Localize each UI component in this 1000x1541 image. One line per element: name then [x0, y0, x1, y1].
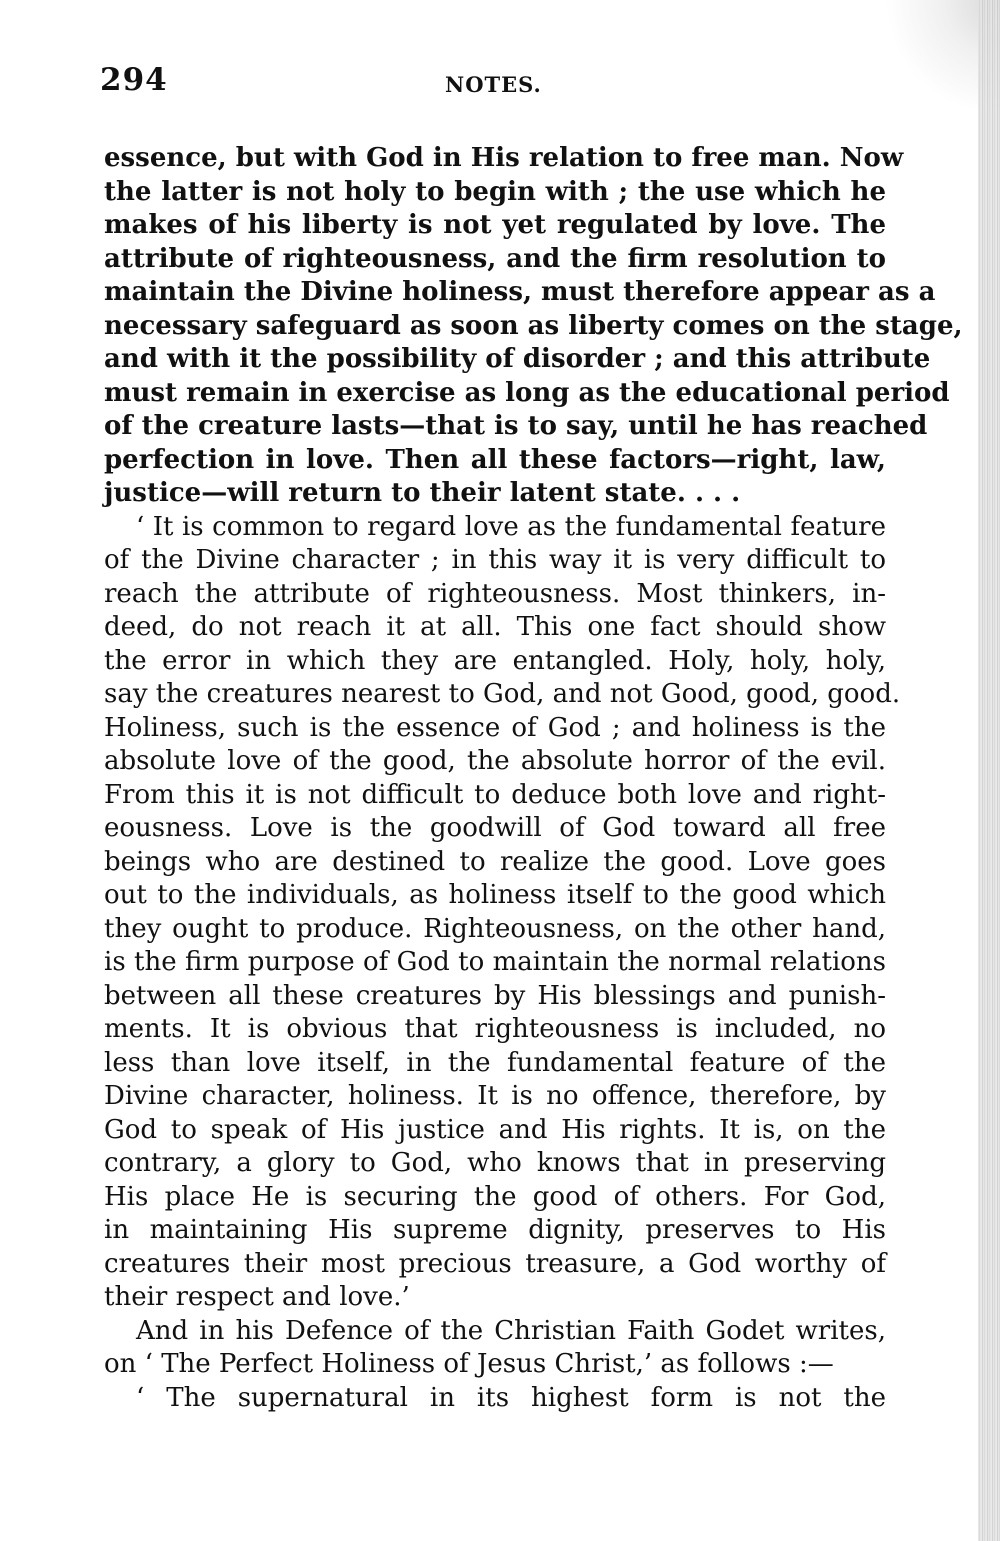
text-line: Divine character, holiness. It is no offence, therefore, by	[104, 1081, 886, 1111]
text-line: the error in which they are entangled. Holy, holy, holy,	[104, 645, 886, 676]
text-line: of the creature lasts—that is to say, until he has reached	[104, 411, 928, 441]
text-line: contrary, a glory to God, who knows that in preserving	[104, 1148, 886, 1178]
text-line: on ‘ The Perfect Holiness of Jesus Christ,’ as follows :—	[104, 1349, 834, 1379]
text-line: deed, do not reach it at all. This one fact should show	[104, 612, 886, 642]
text-line: less than love itself, in the fundamental feature of the	[104, 1047, 886, 1078]
running-head: NOTES.	[445, 72, 542, 97]
text-line: justice—will return to their latent state. . . .	[104, 478, 741, 508]
text-line: ments. It is obvious that righteousness is included, no	[104, 1014, 886, 1044]
text-line: say the creatures nearest to God, and not Good, good, good.	[104, 679, 901, 709]
text-line: eousness. Love is the goodwill of God toward all free	[104, 813, 886, 843]
text-line: ‘ It is common to regard love as the fundamental feature	[136, 511, 886, 542]
text-line: ‘ The supernatural in its highest form is not the	[136, 1382, 886, 1413]
text-line: out to the individuals, as holiness itself to the good which	[104, 880, 886, 910]
text-line: in maintaining His supreme dignity, preserves to His	[104, 1215, 886, 1245]
text-line: reach the attribute of righteousness. Most thinkers, in-	[104, 578, 886, 609]
text-line: their respect and love.’	[104, 1282, 410, 1312]
text-line: necessary safeguard as soon as liberty comes on the stage,	[104, 310, 963, 341]
text-line: must remain in exercise as long as the educational period	[104, 377, 950, 408]
text-line: beings who are destined to realize the good. Love goes	[104, 846, 886, 877]
text-line: perfection in love. Then all these factors—right, law,	[104, 444, 886, 475]
text-line: And in his Defence of the Christian Faith Godet writes,	[136, 1315, 886, 1346]
text-line: between all these creatures by His blessings and punish-	[104, 980, 886, 1011]
text-line: maintain the Divine holiness, must therefore appear as a	[104, 277, 936, 307]
text-line: From this it is not difficult to deduce both love and right-	[104, 779, 886, 810]
text-line: makes of his liberty is not yet regulated by love. The	[104, 210, 886, 240]
text-line: and with it the possibility of disorder ; and this attribute	[104, 344, 931, 374]
text-line: His place He is securing the good of others. For God,	[104, 1181, 886, 1212]
text-line: creatures their most precious treasure, a God worthy of	[104, 1248, 886, 1279]
text-line: attribute of righteousness, and the firm resolution to	[104, 243, 886, 274]
text-line: absolute love of the good, the absolute horror of the evil.	[104, 746, 886, 776]
text-line: is the firm purpose of God to maintain the normal relations	[104, 947, 886, 977]
page-number: 294	[100, 62, 168, 98]
text-line: Holiness, such is the essence of God ; and holiness is the	[104, 712, 886, 743]
page-header	[100, 62, 890, 102]
page-edge-shadow	[978, 0, 1000, 1541]
text-line: the latter is not holy to begin with ; the use which he	[104, 176, 886, 207]
text-line: of the Divine character ; in this way it is very difficult to	[104, 545, 886, 575]
text-line: God to speak of His justice and His rights. It is, on the	[104, 1114, 886, 1145]
body-text	[104, 142, 963, 1415]
text-line: they ought to produce. Righteousness, on the other hand,	[104, 913, 886, 944]
text-line: essence, but with God in His relation to free man. Now	[104, 143, 904, 173]
